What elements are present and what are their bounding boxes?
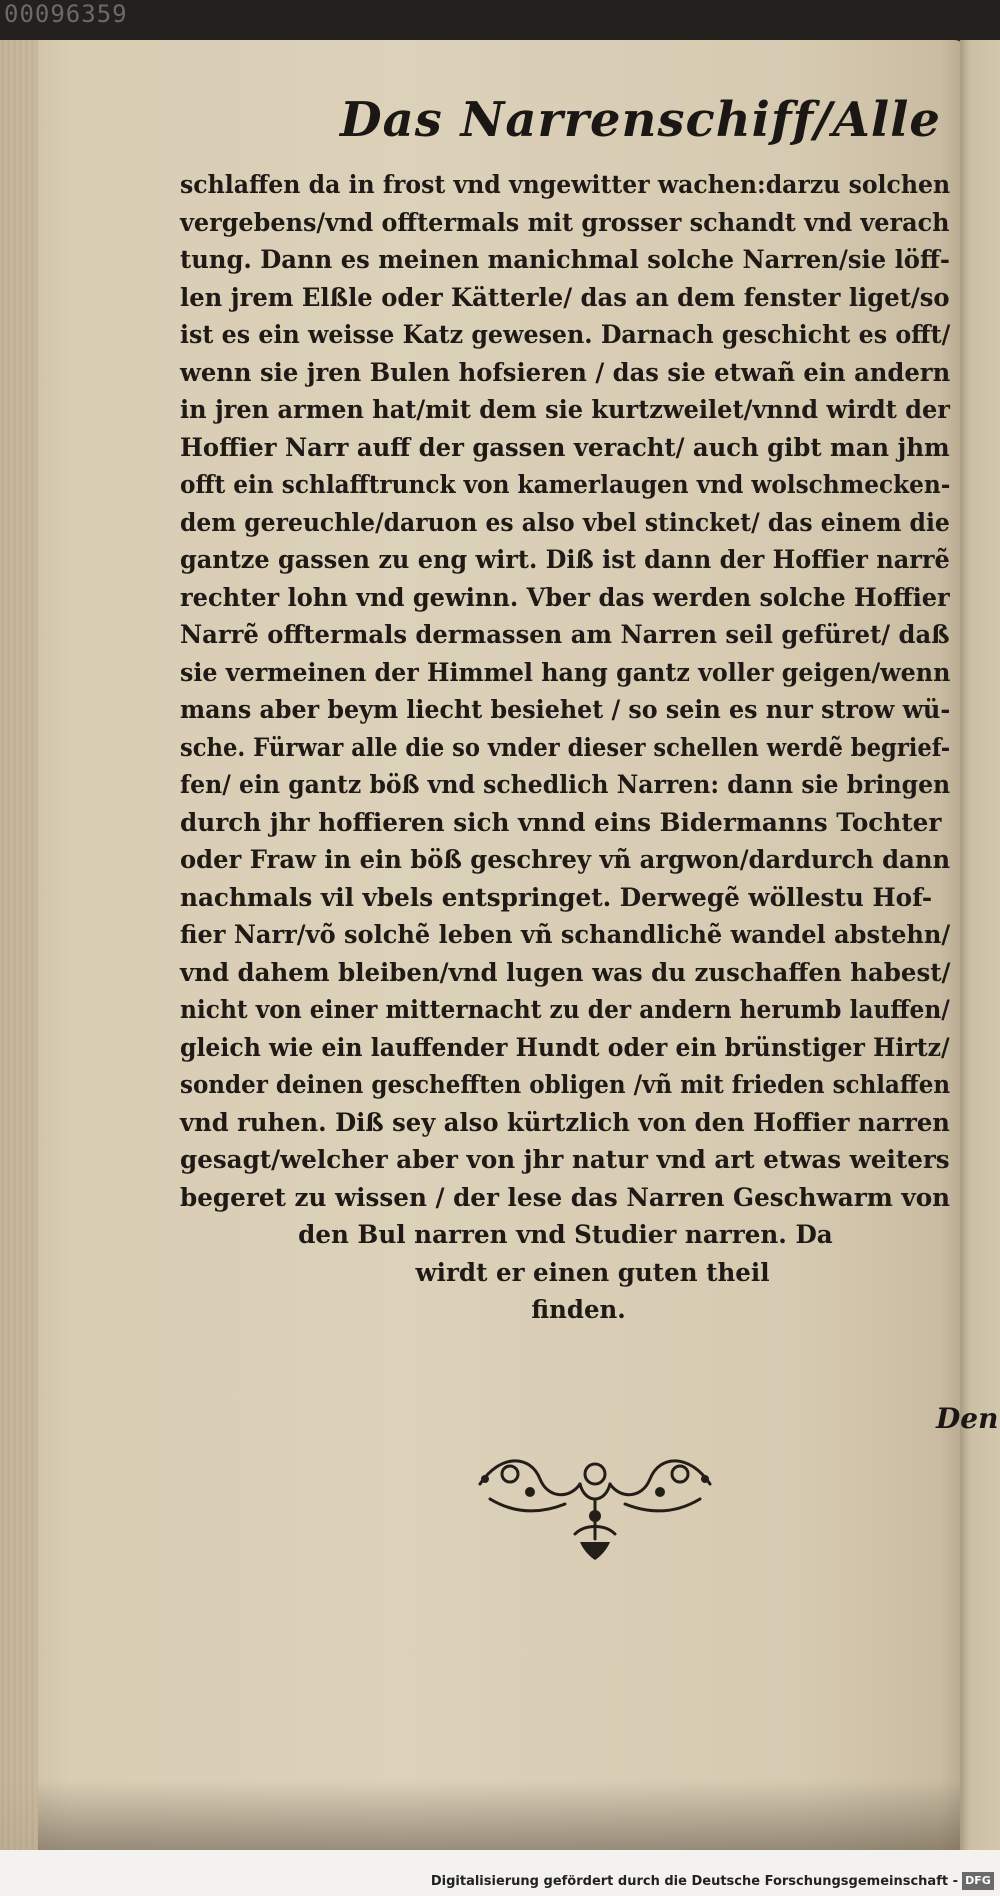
text-line: ist es ein weisse Katz gewesen. Darnach geschicht es offt/ [180, 320, 951, 349]
footer-bar [0, 1850, 1000, 1896]
text-line: fier Narr/võ solchẽ leben vñ schandlichẽ wandel abstehn/ [180, 920, 951, 949]
dfg-logo: DFG [962, 1872, 994, 1890]
funding-credit: Digitalisierung gefördert durch die Deutsche Forschungsgemeinschaft - [430, 1874, 958, 1889]
text-line: sie vermeinen der Himmel hang gantz voller geigen/wenn [180, 657, 951, 687]
text-line: Hoffier Narr auff der gassen veracht/ auch gibt man jhm [180, 432, 950, 462]
text-line: tung. Dann es meinen manichmal solche Narren/sie löff- [180, 245, 950, 274]
scan-identifier: 00096359 [4, 0, 128, 28]
text-line: sonder deinen geschefften obligen /vñ mit frieden schlaffen [180, 1070, 951, 1099]
text-line: dem gereuchle/daruon es also vbel stincket/ das einem die [180, 507, 950, 537]
text-line: gesagt/welcher aber von jhr natur vnd art etwas weiters [180, 1145, 950, 1174]
text-line: Narrẽ offtermals dermassen am Narren seil gefüret/ daß [180, 620, 950, 649]
text-line: schlaffen da in frost vnd vngewitter wachen:darzu solchen [180, 170, 951, 199]
page-edge-left [0, 40, 38, 1850]
ornament-icon [470, 1444, 720, 1564]
text-line: wenn sie jren Bulen hofsieren / das sie etwañ ein andern [180, 357, 951, 387]
text-line: gantze gassen zu eng wirt. Diß ist dann der Hoffier narrẽ [180, 545, 950, 574]
facing-page-edge [960, 40, 1000, 1850]
text-line: rechter lohn vnd gewinn. Vber das werden solche Hoffier [180, 582, 950, 612]
text-line: fen/ ein gantz böß vnd schedlich Narren: dann sie bringen [180, 770, 951, 799]
closing-line: den Bul narren vnd Studier narren. Da [298, 1220, 833, 1249]
text-line: nachmals vil vbels entspringet. Derwegẽ wöllestu Hof- [180, 882, 933, 912]
text-line: gleich wie ein lauffender Hundt oder ein brünstiger Hirtz/ [180, 1032, 950, 1062]
scan-top-bar [0, 0, 1000, 40]
text-line: vnd ruhen. Diß sey also kürtzlich von den Hoffier narren [180, 1107, 950, 1137]
catchword: Den [936, 1402, 999, 1435]
text-line: begeret zu wissen / der lese das Narren Geschwarm von [180, 1182, 951, 1212]
text-line: mans aber beym liecht besiehet / so sein es nur strow wü- [180, 695, 951, 724]
running-head: Das Narrenschiff/Alle [340, 92, 941, 148]
text-line: len jrem Elßle oder Kätterle/ das an dem fenster liget/so [180, 282, 950, 312]
text-line: vergebens/vnd offtermals mit grosser schandt vnd verach [180, 207, 950, 237]
closing-line: finden. [531, 1295, 626, 1324]
closing-line: wirdt er einen guten theil [415, 1257, 770, 1287]
text-line: offt ein schlafftrunck von kamerlaugen vnd wolschmecken- [180, 470, 951, 499]
text-line: in jren armen hat/mit dem sie kurtzweilet/vnnd wirdt der [180, 395, 950, 424]
text-line: vnd dahem bleiben/vnd lugen was du zuschaffen habest/ [180, 957, 951, 987]
text-line: nicht von einer mitternacht zu der andern herumb lauffen/ [180, 995, 950, 1024]
text-line: durch jhr hoffieren sich vnnd eins Bidermanns Tochter [180, 807, 942, 837]
body-text [180, 166, 960, 1329]
text-line: sche. Fürwar alle die so vnder dieser schellen werdẽ begrief- [180, 732, 951, 762]
text-line: oder Fraw in ein böß geschrey vñ argwon/dardurch dann [180, 845, 951, 874]
